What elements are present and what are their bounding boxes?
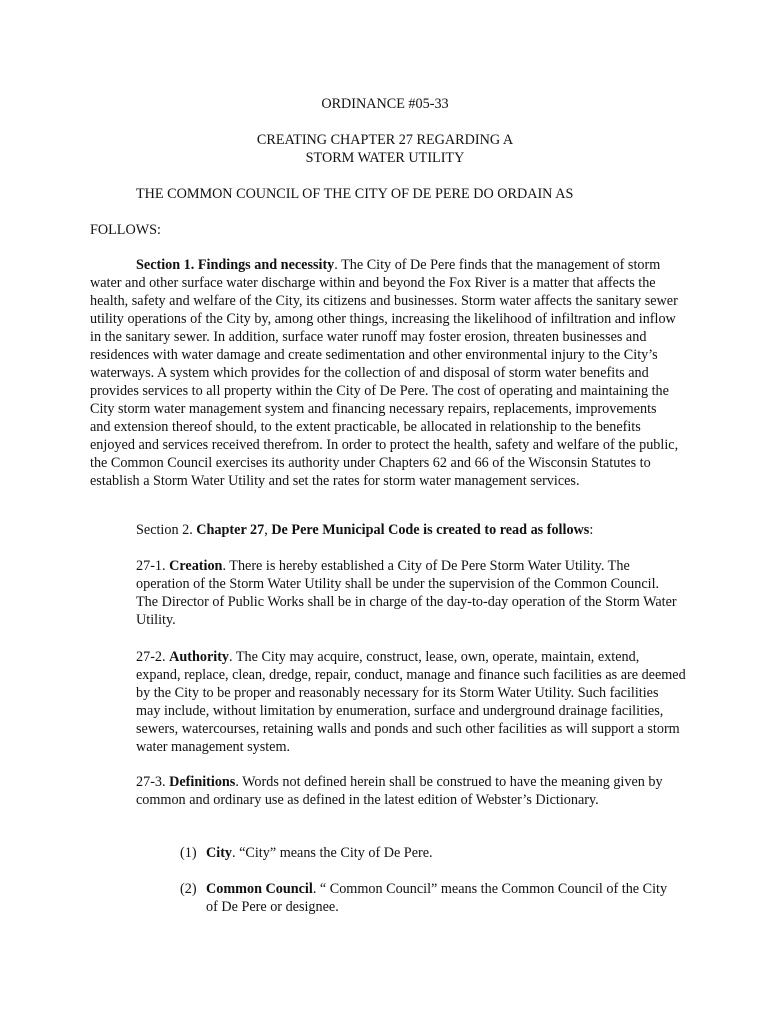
section-27-2-heading: Authority: [169, 649, 230, 665]
section-27-3-paragraph: [136, 773, 681, 809]
section-2-chapter: Chapter 27: [196, 522, 265, 538]
section-2-prefix: Section 2.: [136, 522, 197, 538]
section-27-1-heading: Creation: [169, 558, 223, 574]
definition-body: . “City” means the City of De Pere.: [232, 845, 433, 861]
section-27-2-label: 27-2.: [136, 649, 170, 665]
definition-number: (2): [180, 881, 197, 897]
definition-item: [180, 880, 680, 916]
section-1-heading: Section 1. Findings and necessity: [136, 257, 335, 273]
definition-body: . “ Common Council” means the Common Council of the City of De Pere or designee.: [206, 881, 668, 915]
section-1-paragraph: [90, 256, 680, 490]
ordinance-subtitle-line1: CREATING CHAPTER 27 REGARDING A: [256, 132, 514, 148]
ordinance-subtitle-line2: STORM WATER UTILITY: [305, 150, 465, 166]
definition-number: (1): [180, 845, 197, 861]
section-2-code-title: De Pere Municipal Code is created to read as follows: [271, 522, 590, 538]
section-2-paragraph: [136, 521, 696, 539]
section-27-3-label: 27-3.: [136, 774, 170, 790]
section-27-3-body: . Words not defined herein shall be construed to have the meaning given by common and ordinary use as defined in the latest edition of Webster’s Dictionary.: [136, 774, 663, 808]
definition-text: [206, 880, 680, 916]
definition-item: [180, 844, 680, 862]
definition-term: City: [206, 845, 233, 861]
definition-term: Common Council: [206, 881, 313, 897]
section-2-comma: ,: [264, 522, 272, 538]
section-27-2-body: . The City may acquire, construct, lease, own, operate, maintain, extend, expand, replace, clean, dredge, repair, conduct, manage and finance such facilities as are deemed by the City to be proper and reasonably necessary for its Storm Water Utility. Such facilities may include, without limitation by enumeration, surface and underground drainage facilities, sewers, watercourses, retaining walls and ponds and such other facilities as will support a storm water management system.: [136, 649, 686, 755]
section-2-colon: :: [589, 522, 594, 538]
follows-line: FOLLOWS:: [90, 222, 161, 238]
section-1-body: . The City of De Pere finds that the management of storm water and other surface water discharge within and beyond the Fox River is a matter that affects the health, safety and welfare of the City, its citizens and businesses. Storm water affects the sanitary sewer utility operations of the City by, among other things, increasing the likelihood of infiltration and inflow in the sanitary sewer. In addition, surface water runoff may foster erosion, threaten businesses and residences with water damage and create sedimentation and other environmental injury to the City’s waterways. A system which provides for the collection of and disposal of storm water benefits and provides services to all property within the City of De Pere. The cost of operating and maintaining the City storm water management system and financing necessary repairs, replacements, improvements and extension thereof should, to the extent practicable, be allocated in relationship to the benefits enjoyed and services received therefrom. In order to protect the health, safety and welfare of the public, the Common Council exercises its authority under Chapters 62 and 66 of the Wisconsin Statutes to establish a Storm Water Utility and set the rates for storm water management services.: [90, 257, 679, 489]
section-27-1-paragraph: [136, 557, 681, 629]
section-27-3-heading: Definitions: [169, 774, 236, 790]
ordinance-number: ORDINANCE #05-33: [321, 96, 449, 112]
section-27-2-paragraph: [136, 648, 686, 756]
definition-text: [206, 844, 680, 862]
section-27-1-body: . There is hereby established a City of De Pere Storm Water Utility. The operation of the Storm Water Utility shall be under the supervision of the Common Council. The Director of Public Works shall be in charge of the day-to-day operation of the Storm Water Utility.: [136, 558, 677, 628]
council-ordain-line: THE COMMON COUNCIL OF THE CITY OF DE PERE DO ORDAIN AS: [136, 186, 574, 202]
section-27-1-label: 27-1.: [136, 558, 170, 574]
